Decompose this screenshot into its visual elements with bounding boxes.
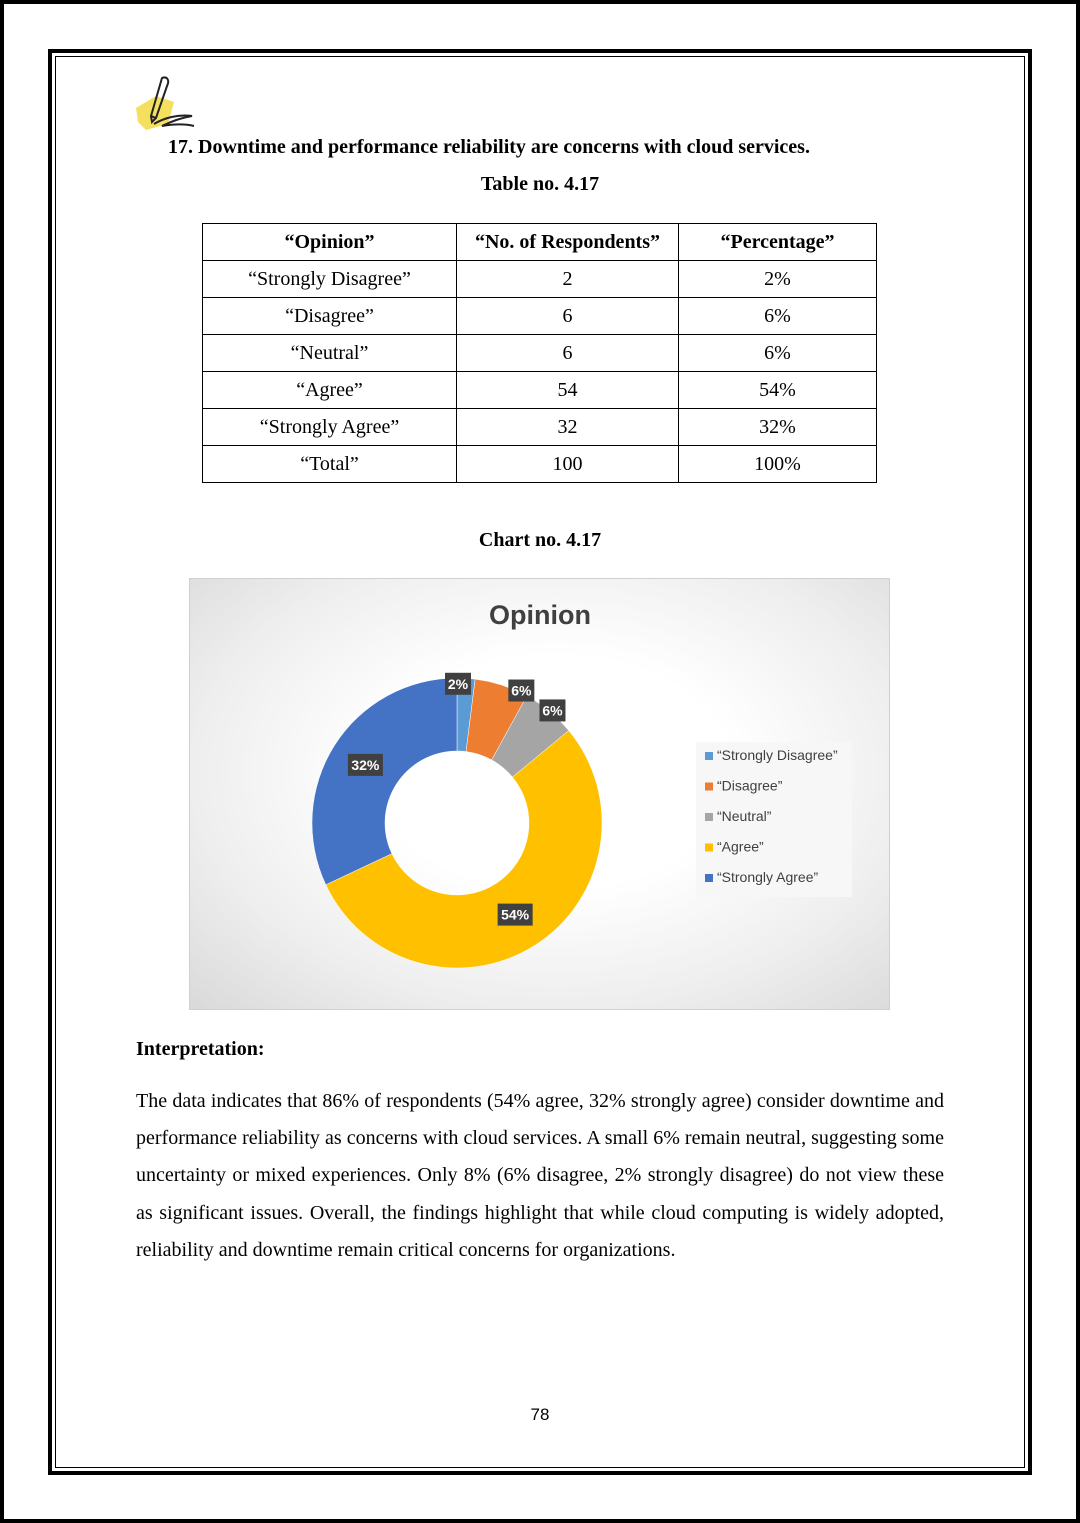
- cell-percentage: 6%: [679, 335, 877, 372]
- legend-item-0: [705, 747, 838, 763]
- section-heading: 17. Downtime and performance reliability are concerns with cloud services.: [168, 136, 810, 158]
- legend-item-4: [705, 869, 818, 885]
- data-label-1: [508, 680, 534, 702]
- interpretation-paragraph: The data indicates that 86% of respondents (54% agree, 32% strongly agree) consider downtime and performance reliability as concerns with cloud services. A small 6% remain neutral, suggesting some uncertainty or mixed experiences. Only 8% (6% disagree, 2% strongly disagree) do not view these as significant issues. Overall, the findings highlight that while cloud computing is widely adopted, reliability and downtime remain critical concerns for organizations.: [136, 1090, 944, 1261]
- pen-writing-icon: [134, 74, 200, 134]
- table-row: [203, 409, 877, 446]
- data-label-text: 32%: [351, 756, 380, 773]
- legend-swatch: [705, 844, 713, 852]
- slice-4: [312, 678, 457, 885]
- cell-opinion: “Total”: [203, 446, 457, 483]
- legend-swatch: [705, 813, 713, 821]
- legend-item-1: [705, 778, 783, 794]
- legend-label: “Neutral”: [717, 808, 772, 824]
- legend-label: “Agree”: [717, 838, 764, 855]
- cell-opinion: “Strongly Agree”: [203, 409, 457, 446]
- cell-opinion: “Disagree”: [203, 298, 457, 335]
- table-header-row: [203, 224, 877, 261]
- data-label-text: 2%: [447, 675, 469, 692]
- cell-percentage: 100%: [679, 446, 877, 483]
- table-row: [203, 298, 877, 335]
- legend-swatch: [705, 752, 713, 760]
- chart-caption: Chart no. 4.17: [478, 529, 602, 551]
- cell-opinion: “Agree”: [203, 372, 457, 409]
- legend-swatch: [705, 874, 713, 882]
- cell-percentage: 2%: [679, 261, 877, 298]
- header-opinion: “Opinion”: [203, 224, 457, 261]
- cell-percentage: 32%: [679, 409, 877, 446]
- cell-respondents: 2: [457, 261, 679, 298]
- cell-respondents: 6: [457, 335, 679, 372]
- page-number: 78: [530, 1405, 550, 1424]
- interpretation-heading: Interpretation:: [136, 1038, 265, 1060]
- opinion-table: [202, 223, 877, 483]
- table-row: [203, 261, 877, 298]
- cell-respondents: 54: [457, 372, 679, 409]
- cell-opinion: “Strongly Disagree”: [203, 261, 457, 298]
- data-label-text: 54%: [501, 906, 530, 923]
- cell-percentage: 54%: [679, 372, 877, 409]
- table-row-total: [203, 446, 877, 483]
- legend-label: “Strongly Disagree”: [717, 747, 838, 763]
- header-respondents: “No. of Respondents”: [457, 224, 679, 261]
- data-label-2: [539, 699, 565, 721]
- data-label-3: [498, 904, 533, 926]
- opinion-doughnut-chart: [189, 578, 890, 1010]
- table-row: [203, 335, 877, 372]
- cell-percentage: 6%: [679, 298, 877, 335]
- legend-label: “Strongly Agree”: [717, 869, 819, 885]
- cell-respondents: 32: [457, 409, 679, 446]
- data-label-text: 6%: [542, 702, 563, 719]
- data-label-0: [445, 673, 471, 695]
- cell-respondents: 100: [457, 446, 679, 483]
- cell-opinion: “Neutral”: [203, 335, 457, 372]
- chart-title: Opinion: [489, 600, 591, 630]
- table-row: [203, 372, 877, 409]
- chart-canvas: [190, 579, 891, 1011]
- data-label-4: [348, 754, 383, 776]
- legend-label: “Disagree”: [717, 777, 783, 794]
- legend-swatch: [705, 783, 713, 791]
- cell-respondents: 6: [457, 298, 679, 335]
- data-label-text: 6%: [511, 682, 532, 699]
- header-percentage: “Percentage”: [679, 224, 877, 261]
- table-caption: Table no. 4.17: [480, 173, 600, 195]
